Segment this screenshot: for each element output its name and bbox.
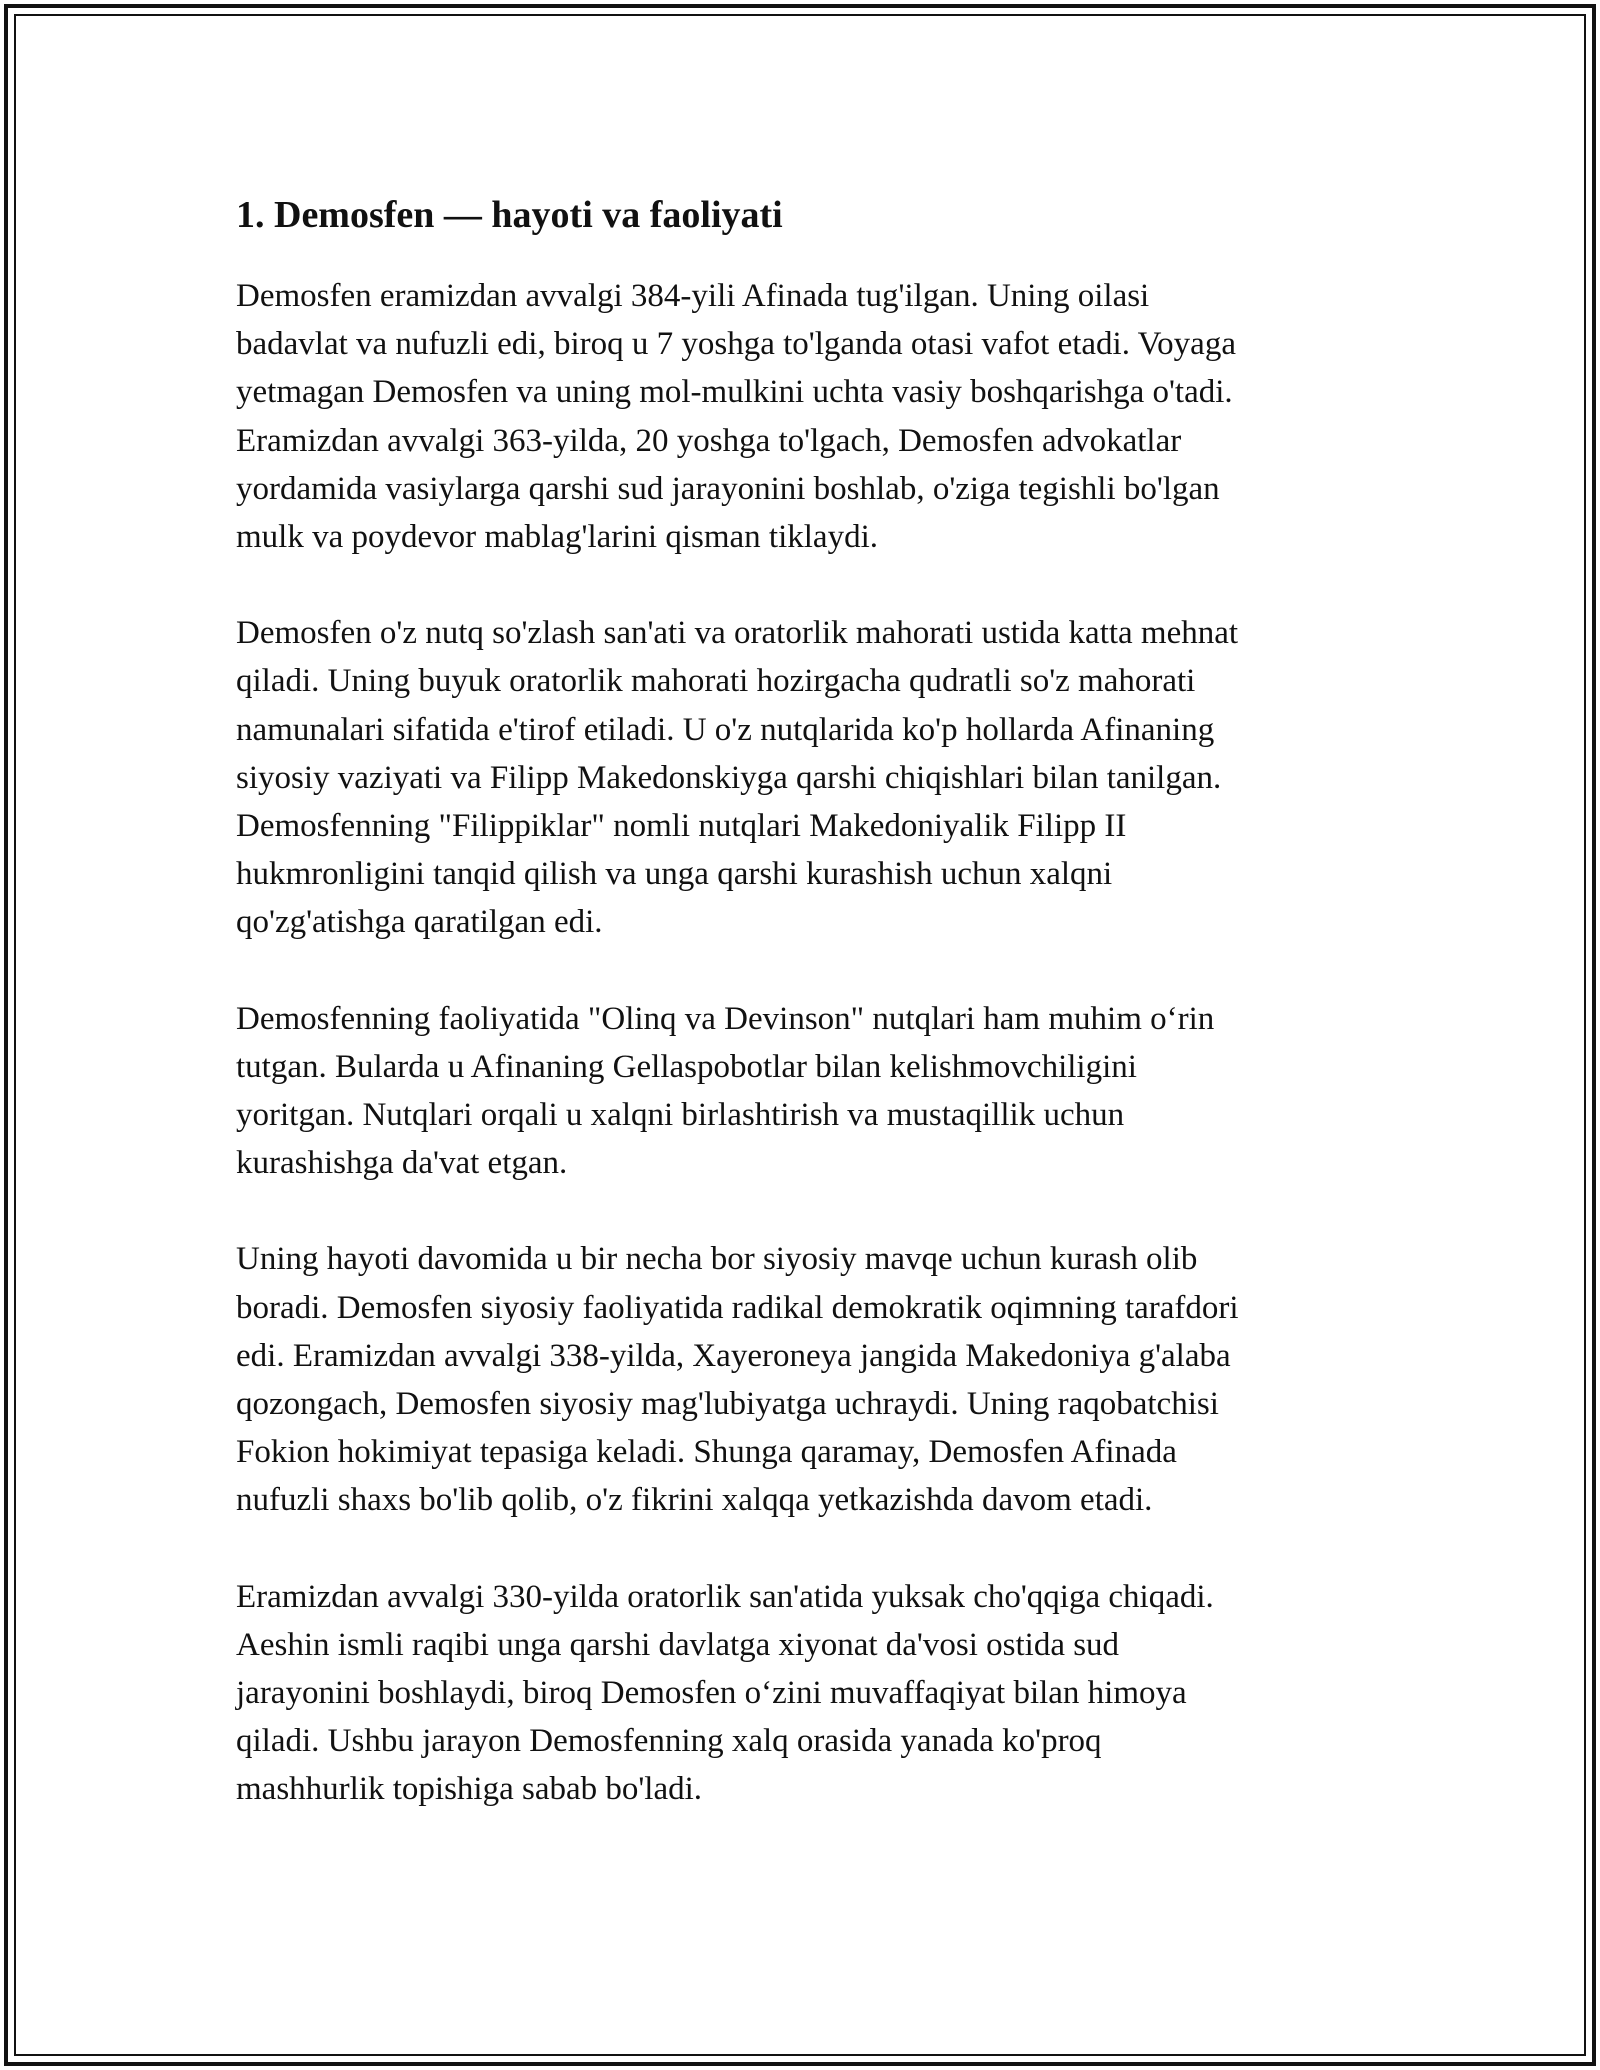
paragraph-speeches: Demosfenning faoliyatida "Olinq va Devinson" nutqlari ham muhim o‘rin tutgan. Bularda u Afinaning Gellaspobotlar bilan kelishmovchiligini yoritgan. Nutqlari orqali u xalqni birlashtirish va mustaqillik uchun kurashishga da'vat etgan. — [236, 1000, 1215, 1182]
paragraph-oratory: Demosfen o'z nutq so'zlash san'ati va oratorlik mahorati ustida katta mehnat qiladi. Uning buyuk oratorlik mahorati hozirgacha qudratli so'z mahorati namunalari sifatida e'tirof etiladi. U o'z nutqlarida ko'p hollarda Afinaning siyosiy vaziyati va Filipp Makedonskiyga qarshi chiqishlari bilan tanilgan. Demosfenning "Filippiklar" nomli nutqlari Makedoniyalik Filipp II hukmronligini tanqid qilish va unga qarshi kurashish uchun xalqni qo'zg'atishga qaratilgan edi. — [236, 615, 1239, 941]
section-heading: 1. Demosfen — hayoti va faoliyati — [236, 194, 783, 236]
document-body — [236, 184, 1376, 1862]
paragraph-trial: Eramizdan avvalgi 330-yilda oratorlik san'atida yuksak cho'qqiga chiqadi. Aeshin ismli raqibi unga qarshi davlatga xiyonat da'vosi ostida sud jarayonini boshlaydi, biroq Demosfen o‘zini muvaffaqiyat bilan himoya qiladi. Ushbu jarayon Demosfenning xalq orasida yanada ko'proq mashhurlik topishiga sabab bo'ladi. — [236, 1578, 1214, 1808]
paragraph-politics: Uning hayoti davomida u bir necha bor siyosiy mavqe uchun kurash olib boradi. Demosfen siyosiy faoliyatida radikal demokratik oqimning tarafdori edi. Eramizdan avvalgi 338-yilda, Xayeroneya jangida Makedoniya g'alaba qozongach, Demosfen siyosiy mag'lubiyatga uchraydi. Uning raqobatchisi Fokion hokimiyat tepasiga keladi. Shunga qaramay, Demosfen Afinada nufuzli shaxs bo'lib qolib, o'z fikrini xalqqa yetkazishda davom etadi. — [236, 1241, 1239, 1519]
paragraph-early-life: Demosfen eramizdan avvalgi 384-yili Afinada tug'ilgan. Uning oilasi badavlat va nufuzli edi, biroq u 7 yoshga to'lganda otasi vafot etadi. Voyaga yetmagan Demosfen va uning mol-mulkini uchta vasiy boshqarishga o'tadi. Eramizdan avvalgi 363-yilda, 20 yoshga to'lgach, Demosfen advokatlar yordamida vasiylarga qarshi sud jarayonini boshlab, o'ziga tegishli bo'lgan mulk va poydevor mablag'larini qisman tiklaydi. — [236, 278, 1236, 556]
